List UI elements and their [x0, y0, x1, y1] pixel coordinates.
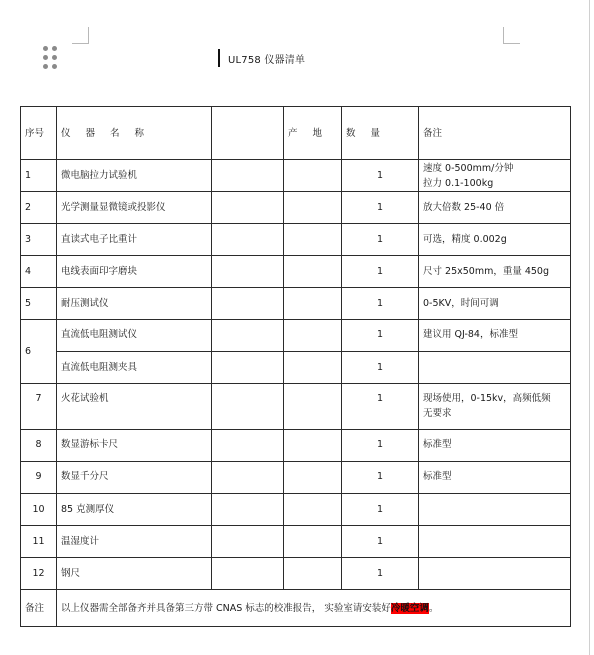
header-quantity: 数 量: [342, 107, 419, 160]
remark-line: 无要求: [423, 408, 452, 419]
table-row: [21, 160, 571, 192]
footer-label: 备注: [21, 590, 57, 627]
row-blank: [212, 192, 284, 224]
row-origin: [284, 256, 342, 288]
row-remarks: [419, 224, 571, 256]
row-quantity: 1: [342, 462, 419, 494]
row-blank: [212, 462, 284, 494]
table-row: [21, 288, 571, 320]
row-index: 1: [21, 160, 57, 192]
remark-line: 放大倍数 25-40 倍: [423, 202, 505, 213]
row-name: 电线表面印字磨块: [57, 256, 212, 288]
row-quantity: 1: [342, 494, 419, 526]
row-quantity: 1: [342, 192, 419, 224]
row-index: 10: [21, 494, 57, 526]
header-name: 仪 器 名 称: [57, 107, 212, 160]
row-remarks: [419, 160, 571, 192]
remark-line: 速度 0-500mm/分钟: [423, 162, 514, 174]
row-name: 直流低电阻测试仪: [57, 320, 212, 352]
text-cursor: [218, 49, 220, 67]
remark-line: 建议用 QJ-84，标准型: [423, 329, 518, 340]
row-quantity: 1: [342, 430, 419, 462]
row-remarks: [419, 352, 571, 384]
table-row: [21, 430, 571, 462]
remark-line: 0-5KV，时间可调: [423, 298, 499, 309]
row-index: 6: [21, 320, 57, 384]
row-origin: [284, 160, 342, 192]
row-name: 85 克测厚仪: [57, 494, 212, 526]
row-remarks: [419, 430, 571, 462]
remark-line: 拉力 0.1-100kg: [423, 177, 494, 189]
row-quantity: 1: [342, 288, 419, 320]
row-remarks: [419, 256, 571, 288]
header-origin: 产 地: [284, 107, 342, 160]
row-index: 8: [21, 430, 57, 462]
row-remarks: [419, 462, 571, 494]
row-index: 9: [21, 462, 57, 494]
table-row: [21, 224, 571, 256]
row-name: 光学测量显微镜或投影仪: [57, 192, 212, 224]
row-index: 5: [21, 288, 57, 320]
table-row: [21, 384, 571, 430]
row-name: 微电脑拉力试验机: [57, 160, 212, 192]
row-index: 7: [21, 384, 57, 430]
document-title[interactable]: UL758 仪器清单: [228, 55, 306, 66]
row-name: 直流低电阻测夹具: [57, 352, 212, 384]
row-quantity: 1: [342, 526, 419, 558]
footer-trailing: 。: [428, 602, 439, 614]
row-remarks: [419, 288, 571, 320]
table-row: [21, 352, 571, 384]
row-blank: [212, 320, 284, 352]
row-index: 12: [21, 558, 57, 590]
row-quantity: 1: [342, 256, 419, 288]
row-blank: [212, 526, 284, 558]
crop-mark-right-horizontal: [503, 43, 520, 44]
row-origin: [284, 192, 342, 224]
row-origin: [284, 352, 342, 384]
row-quantity: 1: [342, 320, 419, 352]
row-blank: [212, 352, 284, 384]
row-index: 11: [21, 526, 57, 558]
row-origin: [284, 558, 342, 590]
row-index: 4: [21, 256, 57, 288]
row-name: 数显千分尺: [57, 462, 212, 494]
header-index: 序号: [21, 107, 57, 160]
table-row: [21, 558, 571, 590]
table-row: [21, 320, 571, 352]
header-blank: [212, 107, 284, 160]
drag-handle-icon[interactable]: [43, 46, 59, 70]
footer-row: [21, 590, 571, 627]
header-row: [21, 107, 571, 160]
header-remarks: 备注: [419, 107, 571, 160]
row-remarks: [419, 494, 571, 526]
crop-mark-left-horizontal: [72, 43, 89, 44]
table-row: [21, 256, 571, 288]
row-remarks: [419, 558, 571, 590]
row-quantity: 1: [342, 384, 419, 430]
footer-note: [57, 590, 571, 627]
row-remarks: [419, 192, 571, 224]
row-name: 数显游标卡尺: [57, 430, 212, 462]
row-name: 直读式电子比重计: [57, 224, 212, 256]
row-index: 3: [21, 224, 57, 256]
instrument-table: [20, 106, 571, 627]
footer-highlight: 冷暖空调: [390, 602, 429, 614]
row-origin: [284, 462, 342, 494]
row-origin: [284, 224, 342, 256]
row-index: 2: [21, 192, 57, 224]
row-blank: [212, 430, 284, 462]
row-origin: [284, 384, 342, 430]
table-row: [21, 192, 571, 224]
row-remarks: [419, 526, 571, 558]
row-origin: [284, 430, 342, 462]
remark-line: 可选，精度 0.002g: [423, 234, 507, 245]
row-quantity: 1: [342, 558, 419, 590]
row-blank: [212, 224, 284, 256]
row-blank: [212, 494, 284, 526]
row-blank: [212, 288, 284, 320]
row-remarks: [419, 320, 571, 352]
row-blank: [212, 160, 284, 192]
row-remarks: [419, 384, 571, 430]
row-blank: [212, 384, 284, 430]
row-blank: [212, 256, 284, 288]
remark-line: 标准型: [423, 471, 452, 482]
row-origin: [284, 288, 342, 320]
page-edge: [589, 0, 590, 655]
row-origin: [284, 494, 342, 526]
table-row: [21, 494, 571, 526]
remark-line: 现场使用，0-15kv，高频低频: [423, 393, 551, 404]
row-quantity: 1: [342, 352, 419, 384]
row-quantity: 1: [342, 224, 419, 256]
row-quantity: 1: [342, 160, 419, 192]
row-name: 温湿度计: [57, 526, 212, 558]
row-name: 钢尺: [57, 558, 212, 590]
remark-line: 尺寸 25x50mm，重量 450g: [423, 266, 550, 277]
footer-text: 以上仪器需全部备齐并具备第三方带 CNAS 标志的校准报告， 实验室请安装好: [61, 602, 391, 614]
row-origin: [284, 526, 342, 558]
table-row: [21, 462, 571, 494]
crop-mark-left-vertical: [88, 27, 89, 44]
row-blank: [212, 558, 284, 590]
remark-line: 标准型: [423, 439, 452, 450]
row-name: 火花试验机: [57, 384, 212, 430]
row-name: 耐压测试仪: [57, 288, 212, 320]
crop-mark-right-vertical: [503, 27, 504, 44]
table-row: [21, 526, 571, 558]
row-origin: [284, 320, 342, 352]
